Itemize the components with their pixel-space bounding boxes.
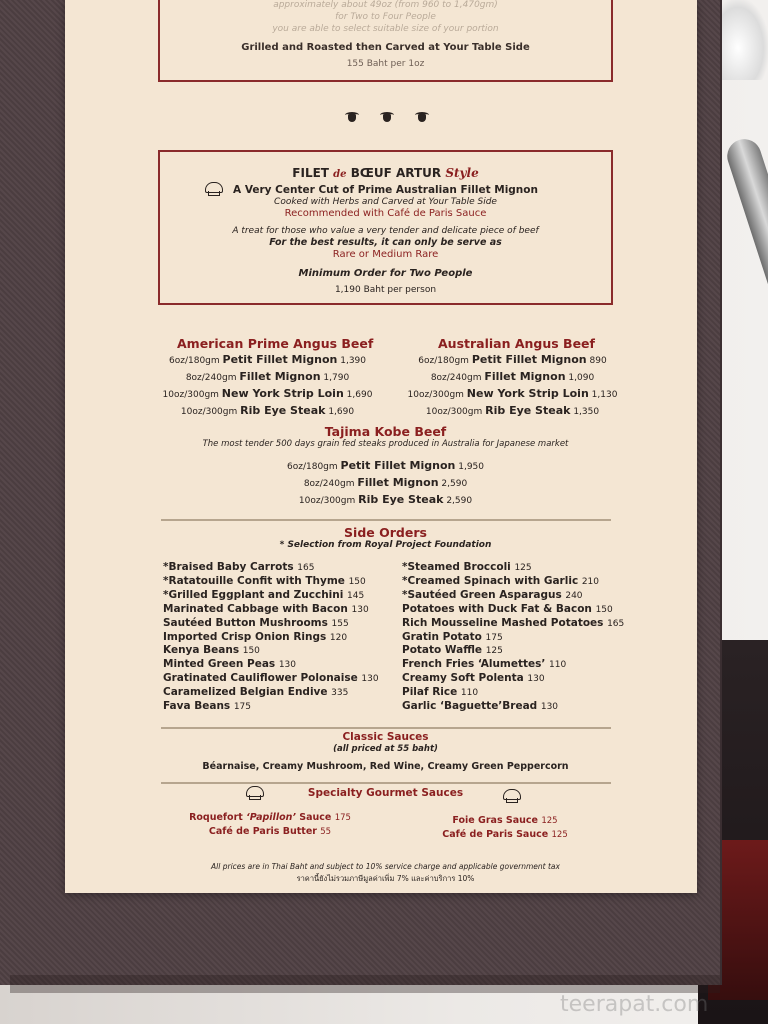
side-item: *Sautéed Green Asparagus 240 [402, 588, 583, 601]
bull-icon [380, 112, 394, 122]
side-item: *Steamed Broccoli 125 [402, 561, 532, 573]
australian-list [405, 352, 620, 420]
top-box-line3: you are able to select suitable size of your portion [272, 24, 499, 34]
side-item: Fava Beans 175 [163, 700, 252, 713]
classic-heading: Classic Sauces [342, 731, 429, 743]
american-list [160, 352, 375, 420]
side-item: Rich Mousseline Mashed Potatoes 165 [402, 616, 625, 629]
side-item: *Grilled Eggplant and Zucchini 145 [163, 588, 365, 601]
side-item: Potato Waffle 125 [402, 644, 503, 657]
bull-icon [415, 112, 429, 122]
side-item: French Fries ‘Alumettes’ 110 [402, 658, 567, 671]
chef-hat-icon [501, 789, 521, 803]
side-item: Imported Crisp Onion Rings 120 [163, 630, 348, 643]
sauce-item: Roquefort ‘Papillon’ Sauce 175 [189, 812, 351, 823]
side-item: *Braised Baby Carrots 165 [163, 561, 315, 573]
top-box-line1: approximately about 49oz (from 960 to 1,470gm) [273, 0, 498, 10]
filet-title: FILET de BŒUF ARTUR Style [292, 166, 479, 180]
folder-shadow [10, 975, 720, 993]
side-item: Creamy Soft Polenta 130 [402, 672, 545, 685]
divider [161, 519, 611, 521]
steak-row: 8oz/240gm Fillet Mignon 1,790 [185, 370, 350, 383]
sauce-item: Foie Gras Sauce 125 [452, 815, 558, 826]
footer-thai: ราคานี้ยังไม่รวมภาษีมูลค่าเพิ่ม 7% และค่าบริการ 10% [296, 874, 475, 883]
sides-note: * Selection from Royal Project Foundation [279, 540, 492, 550]
sides-heading: Side Orders [344, 525, 427, 540]
side-item: Garlic ‘Baguette’Bread 130 [402, 700, 559, 713]
steak-row: 8oz/240gm Fillet Mignon 1,090 [430, 370, 595, 383]
side-item: Potatoes with Duck Fat & Bacon 150 [402, 602, 613, 615]
american-heading: American Prime Angus Beef [177, 336, 374, 351]
divider [161, 727, 611, 729]
steak-row: 6oz/180gm Petit Fillet Mignon 1,950 [287, 459, 484, 472]
side-item: Gratinated Cauliflower Polonaise 130 [163, 672, 379, 685]
kobe-desc: The most tender 500 days grain fed steaks produced in Australia for Japanese market [202, 439, 569, 449]
side-item: Kenya Beans 150 [163, 644, 260, 657]
top-box-line2: for Two to Four People [335, 12, 436, 22]
wine-glass-icon [718, 0, 768, 80]
filet-minimum: Minimum Order for Two People [298, 268, 473, 279]
steak-row: 8oz/240gm Fillet Mignon 2,590 [303, 476, 468, 489]
kobe-heading: Tajima Kobe Beef [324, 424, 447, 439]
sauce-item: Café de Paris Sauce 125 [442, 829, 568, 840]
side-item: Marinated Cabbage with Bacon 130 [163, 602, 369, 615]
australian-heading: Australian Angus Beef [438, 336, 595, 351]
side-item: Caramelized Belgian Endive 335 [163, 686, 349, 699]
classic-list: Béarnaise, Creamy Mushroom, Red Wine, Creamy Green Peppercorn [202, 761, 569, 772]
steak-row: 10oz/300gm Rib Eye Steak 1,350 [425, 404, 600, 417]
menu-page [65, 0, 697, 893]
bull-divider [345, 112, 429, 122]
watermark: teerapat.com [560, 992, 709, 1017]
filet-treat: A treat for those who value a very tender and delicate piece of beef [232, 226, 539, 236]
filet-best: For the best results, it can only be serve as [269, 237, 502, 248]
chef-hat-icon [244, 786, 264, 800]
steak-row: 10oz/300gm Rib Eye Steak 2,590 [298, 493, 473, 506]
top-box-line4: Grilled and Roasted then Carved at Your Table Side [241, 42, 530, 53]
filet-recommended: Recommended with Café de Paris Sauce [284, 208, 487, 219]
filet-cooked: Cooked with Herbs and Carved at Your Table Side [274, 197, 497, 207]
filet-price: 1,190 Baht per person [334, 285, 437, 295]
filet-subtitle: A Very Center Cut of Prime Australian Fillet Mignon [233, 184, 538, 196]
footer-note: All prices are in Thai Baht and subject to 10% service charge and applicable government tax [211, 862, 560, 871]
top-box-price: 155 Baht per 1oz [346, 59, 425, 69]
sides-left [163, 561, 403, 714]
classic-note: (all priced at 55 baht) [333, 744, 438, 754]
sauce-item: Café de Paris Butter 55 [208, 826, 332, 837]
sides-right [402, 561, 652, 714]
steak-row: 6oz/180gm Petit Fillet Mignon 1,390 [169, 353, 366, 366]
specialty-right [430, 814, 580, 842]
side-item: Gratin Potato 175 [402, 630, 503, 643]
kobe-list [158, 458, 613, 509]
steak-row: 6oz/180gm Petit Fillet Mignon 890 [418, 353, 607, 366]
side-item: *Ratatouille Confit with Thyme 150 [163, 574, 366, 587]
steak-row: 10oz/300gm New York Strip Loin 1,690 [162, 387, 373, 400]
steak-row: 10oz/300gm New York Strip Loin 1,130 [407, 387, 618, 400]
specialty-heading: Specialty Gourmet Sauces [307, 787, 464, 799]
side-item: Pilaf Rice 110 [402, 686, 479, 699]
specialty-left [175, 811, 365, 839]
filet-rare: Rare or Medium Rare [332, 249, 439, 260]
divider [161, 782, 611, 784]
side-item: Sautéed Button Mushrooms 155 [163, 616, 349, 629]
side-item: Minted Green Peas 130 [163, 658, 297, 671]
steak-row: 10oz/300gm Rib Eye Steak 1,690 [180, 404, 355, 417]
side-item: *Creamed Spinach with Garlic 210 [402, 574, 600, 587]
bull-icon [345, 112, 359, 122]
